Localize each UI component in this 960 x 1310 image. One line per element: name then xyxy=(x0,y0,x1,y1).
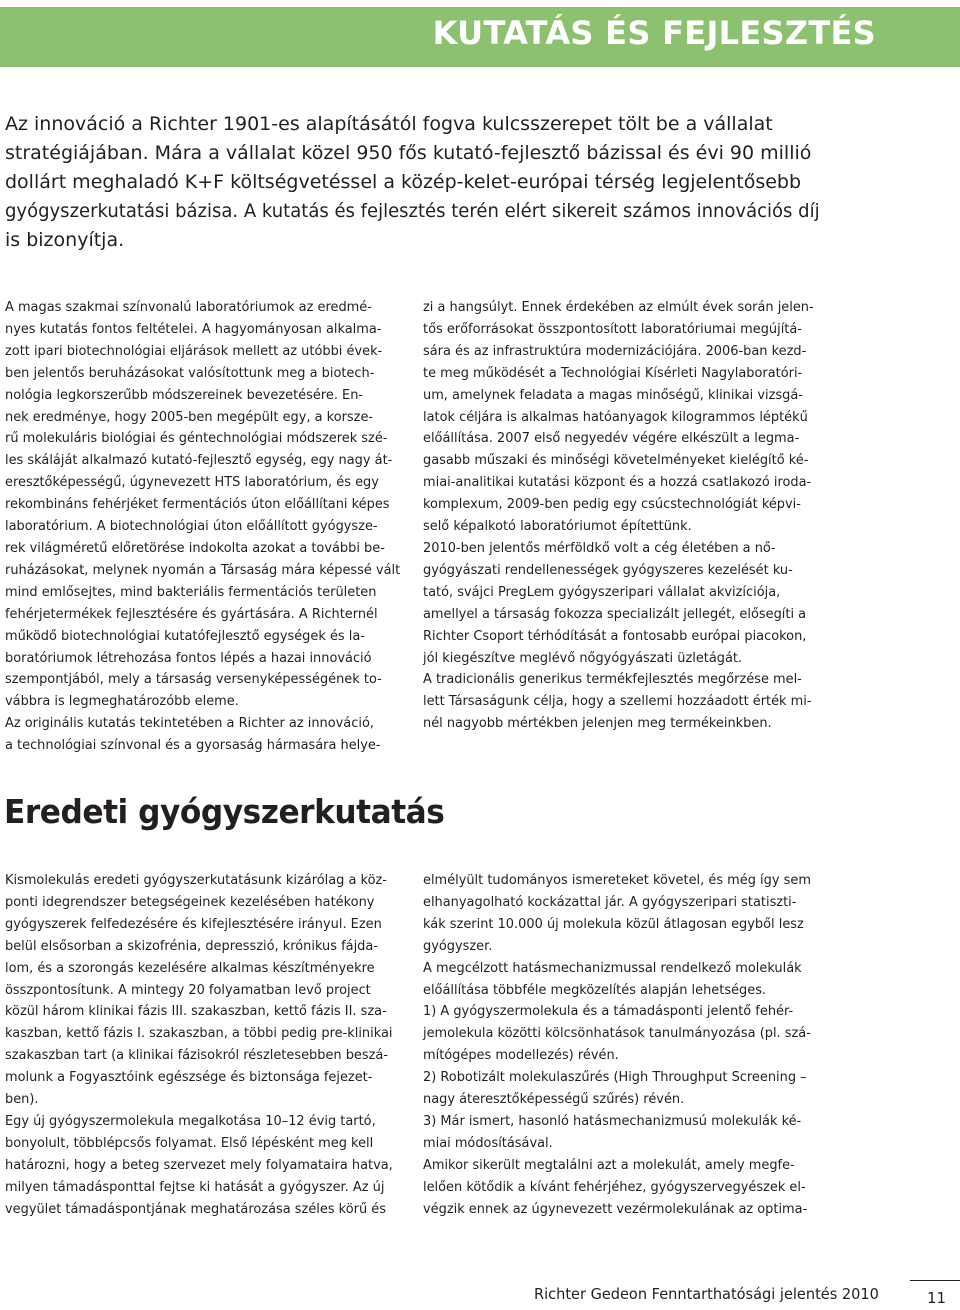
text-line: nagy áteresztőképességű szűrés) révén. xyxy=(423,1092,685,1108)
text-line: ben). xyxy=(5,1092,39,1108)
intro-line: stratégiájában. Mára a vállalat közel 950 fős kutató-fejlesztő bázissal és évi 90 millió xyxy=(5,142,812,164)
text-line: lom, és a szorongás kezelésére alkalmas készítményekre xyxy=(5,960,375,976)
text-line: lelően kötődik a kívánt fehérjéhez, gyógyszervegyészek el- xyxy=(423,1179,806,1195)
text-line: lett Társaságunk célja, hogy a szellemi hozzáadott érték mi- xyxy=(423,694,812,710)
text-line: Amikor sikerült megtalálni azt a molekulát, amely megfe- xyxy=(423,1157,795,1173)
section-heading: Eredeti gyógyszerkutatás xyxy=(4,792,445,831)
text-line: te meg működését a Technológiai Kísérleti Nagylaboratóri- xyxy=(423,365,803,381)
text-line: 3) Már ismert, hasonló hatásmechanizmusú molekulák ké- xyxy=(423,1113,802,1129)
text-line: zi a hangsúlyt. Ennek érdekében az elmúlt évek során jelen- xyxy=(423,300,814,315)
text-line: molunk a Fogyasztóink egészsége és biztonsága fejezet- xyxy=(5,1070,373,1086)
text-line: nológia legkorszerűbb módszereinek bevezetésére. En- xyxy=(5,387,364,403)
text-line: komplexum, 2009-ben pedig egy csúcstechnológiát képvi- xyxy=(423,497,801,513)
text-line: eresztőképességű, úgynevezett HTS laboratórium, és egy xyxy=(5,475,379,491)
text-line: tató, svájci PregLem gyógyszeripari vállalat akvizíciója, xyxy=(423,584,781,600)
text-line: elmélyült tudományos ismereteket követel, és még így sem xyxy=(423,873,811,888)
text-line: jemolekula közötti kölcsönhatások tanulmányozása (pl. szá- xyxy=(423,1026,811,1042)
text-line: elhanyagolható kockázattal jár. A gyógyszeripari statiszti- xyxy=(423,894,797,910)
text-line: végzik ennek az úgynevezett vezérmolekulának az optima- xyxy=(423,1201,808,1217)
text-line: ponti idegrendszer betegségeinek kezelésében hatékony xyxy=(5,894,375,910)
page-number: 11 xyxy=(927,1289,947,1307)
text-line: rű molekuláris biológiai és géntechnológiai módszerek szé- xyxy=(5,431,388,447)
text-line: zott ipari biotechnológiai eljárások mellett az utóbbi évek- xyxy=(5,343,383,359)
text-line: amellyel a társaság fokozza specializált jellegét, elősegíti a xyxy=(423,606,807,622)
text-line: rek világméretű előretörése indokolta azokat a további be- xyxy=(5,540,385,556)
text-line: nek eredménye, hogy 2005-ben megépült egy, a korsze- xyxy=(5,409,374,425)
text-line: szempontjából, mely a társaság versenyképességének to- xyxy=(5,672,382,688)
section2-left-column xyxy=(5,870,405,1221)
intro-paragraph xyxy=(5,110,820,255)
text-line: um, amelynek feladata a magas minőségű, klinikai vizsgá- xyxy=(423,387,803,403)
text-line: A megcélzott hatásmechanizmussal rendelkező molekulák xyxy=(423,960,802,976)
text-line: selő képalkotó laboratóriumot építettünk. xyxy=(423,519,692,535)
text-line: tős erőforrásokat összpontosított laboratóriumai megújítá- xyxy=(423,321,802,337)
text-line: sára és az infrastruktúra modernizációjára. 2006-ban kezd- xyxy=(423,343,807,359)
text-line: boratóriumok létrehozása fontos lépés a hazai innováció xyxy=(5,650,372,666)
text-line: ruházásokat, melynek nyomán a Társaság mára képessé vált xyxy=(5,562,401,578)
section2-right-column xyxy=(423,870,823,1221)
text-line: kák szerint 10.000 új molekula közül átlagosan egyből lesz xyxy=(423,916,804,932)
text-line: előállítása. 2007 első negyedév végére elkészült a legma- xyxy=(423,431,800,447)
text-line: gyógyszerek felfedezésére és kifejlesztésére irányul. Ezen xyxy=(5,916,382,932)
text-line: Kismolekulás eredeti gyógyszerkutatásunk kizárólag a köz- xyxy=(5,873,387,888)
text-line: 2) Robotizált molekulaszűrés (High Throughput Screening – xyxy=(423,1070,807,1086)
text-line: fehérjetermékek fejlesztésére és gyártására. A Richternél xyxy=(5,606,378,622)
text-line: szakaszban tart (a klinikai fázisokról részletesebben beszá- xyxy=(5,1048,389,1064)
text-line: összpontosítunk. A mintegy 20 folyamatban levő project xyxy=(5,982,371,998)
text-line: mítógépes modellezés) révén. xyxy=(423,1048,619,1064)
text-line: gyógyászati rendellenességek gyógyszeres kezelését ku- xyxy=(423,562,793,578)
section1-right-column xyxy=(423,297,823,735)
text-line: miai-analitikai kutatási központ és a hozzá csatlakozó iroda- xyxy=(423,475,812,491)
text-line: laboratórium. A biotechnológiai úton előállított gyógysze- xyxy=(5,519,378,535)
section1-left-column xyxy=(5,297,405,757)
text-line: belül elsősorban a skizofrénia, depresszió, krónikus fájda- xyxy=(5,938,378,954)
text-line: nél nagyobb mértékben jelenjen meg termékeinkben. xyxy=(423,716,772,732)
text-line: Egy új gyógyszermolekula megalkotása 10–12 évig tartó, xyxy=(5,1113,376,1129)
text-line: gyógyszer. xyxy=(423,938,493,954)
text-line: nyes kutatás fontos feltételei. A hagyományosan alkalma- xyxy=(5,321,382,337)
text-line: latok céljára is alkalmas hatóanyagok kilogrammos léptékű xyxy=(423,409,808,425)
text-line: gasabb műszaki és minőségi követelményeket kielégítő ké- xyxy=(423,453,809,469)
text-line: 1) A gyógyszermolekula és a támadásponti jelentő fehér- xyxy=(423,1004,794,1020)
footer-report-title: Richter Gedeon Fenntarthatósági jelentés 2010 xyxy=(534,1285,879,1303)
page-title: KUTATÁS ÉS FEJLESZTÉS xyxy=(432,14,876,52)
text-line: mind emlősejtes, mind bakteriális fermentációs területen xyxy=(5,584,377,600)
intro-line: dollárt meghaladó K+F költségvetéssel a közép-kelet-európai térség legjelentősebb xyxy=(5,171,802,193)
text-line: 2010-ben jelentős mérföldkő volt a cég életében a nő- xyxy=(423,540,776,556)
intro-line: Az innováció a Richter 1901-es alapításától fogva kulcsszerepet tölt be a vállalat xyxy=(5,113,773,135)
text-line: a technológiai színvonal és a gyorsaság hármasára helye- xyxy=(5,738,381,754)
text-line: A magas szakmai színvonalú laboratóriumok az eredmé- xyxy=(5,300,372,315)
text-line: működő biotechnológiai kutatófejlesztő egységek és la- xyxy=(5,628,365,644)
text-line: A tradicionális generikus termékfejlesztés megőrzése mel- xyxy=(423,672,802,688)
text-line: előállítása többféle megközelítés alapján lehetséges. xyxy=(423,982,767,998)
intro-line: is bizonyítja. xyxy=(5,229,125,251)
text-line: határozni, hogy a beteg szervezet mely folyamataira hatva, xyxy=(5,1157,393,1173)
text-line: milyen támadásponttal fejtse ki hatását a gyógyszer. Az új xyxy=(5,1179,385,1195)
text-line: kaszban, kettő fázis I. szakaszban, a többi pedig pre-klinikai xyxy=(5,1026,393,1042)
text-line: jól kiegészítve meglévő nőgyógyászati üzletágát. xyxy=(423,650,743,666)
text-line: rekombináns fehérjéket fermentációs úton előállítani képes xyxy=(5,497,390,513)
text-line: ben jelentős beruházásokat valósítottunk meg a biotech- xyxy=(5,365,375,381)
text-line: bonyolult, többlépcsős folyamat. Első lépésként meg kell xyxy=(5,1135,374,1151)
text-line: Az originális kutatás tekintetében a Richter az innováció, xyxy=(5,716,374,732)
text-line: les skáláját alkalmazó kutató-fejlesztő egység, egy nagy át- xyxy=(5,453,393,469)
text-line: Richter Csoport térhódítását a fontosabb európai piacokon, xyxy=(423,628,807,644)
text-line: vegyület támadáspontjának meghatározása széles körű és xyxy=(5,1201,386,1217)
text-line: miai módosításával. xyxy=(423,1135,553,1151)
intro-line: gyógyszerkutatási bázisa. A kutatás és fejlesztés terén elért sikereit számos innovációs díj xyxy=(5,200,820,222)
text-line: közül három klinikai fázis III. szakaszban, kettő fázis II. sza- xyxy=(5,1004,387,1020)
text-line: vábbra is legmeghatározóbb eleme. xyxy=(5,694,239,710)
